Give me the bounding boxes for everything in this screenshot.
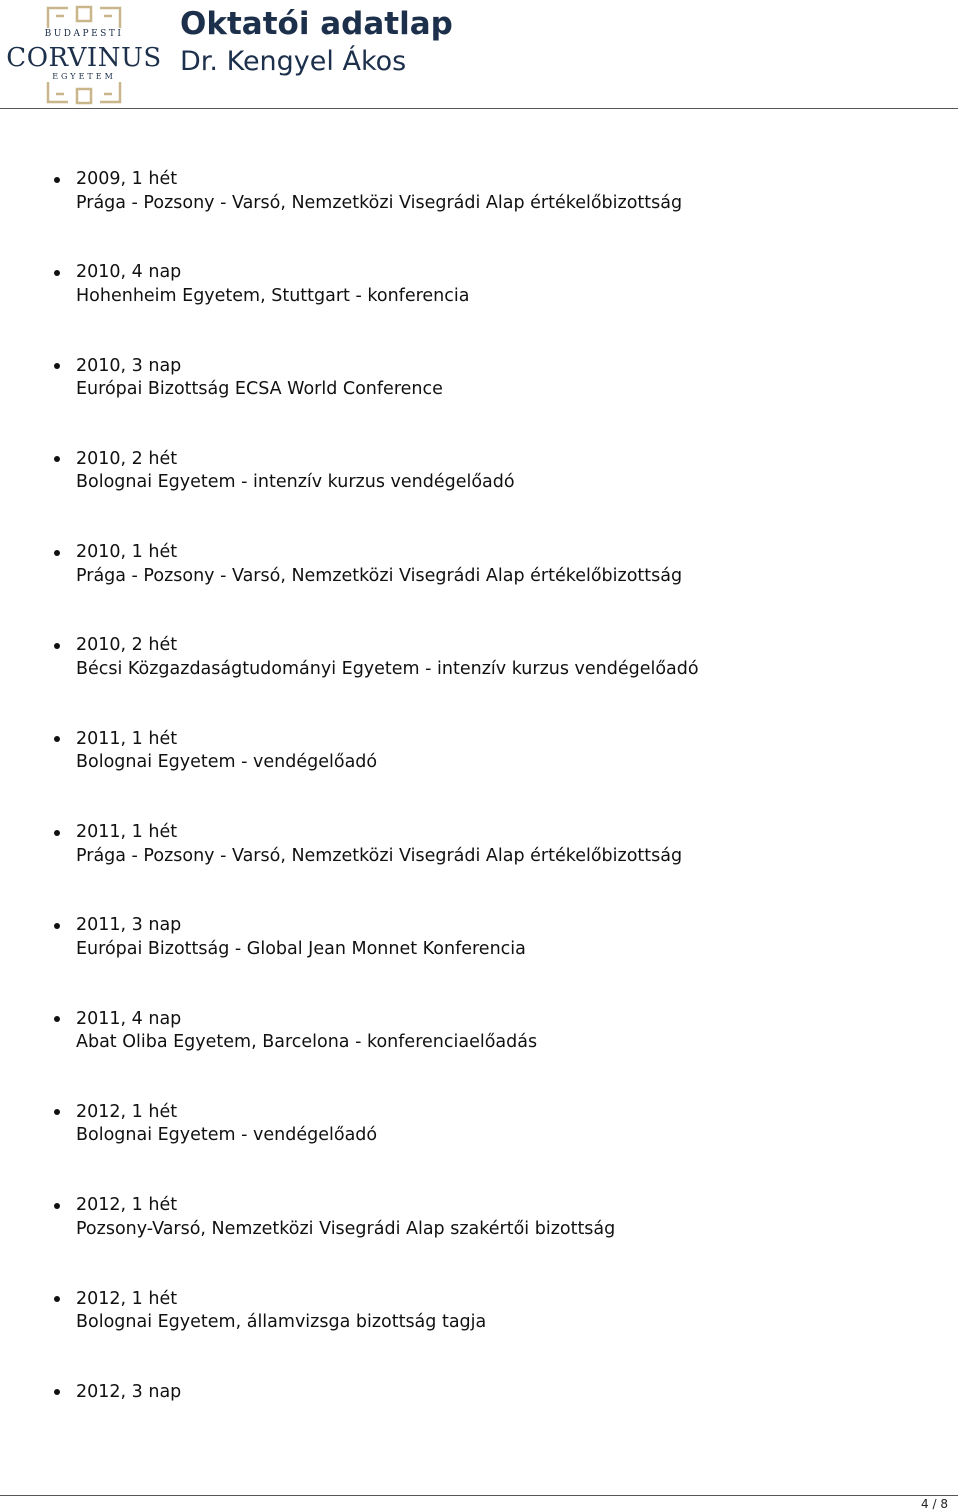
entry-date: 2009, 1 hét xyxy=(76,169,178,189)
entry-description: Prága - Pozsony - Varsó, Nemzetközi Visegrádi Alap értékelőbizottság xyxy=(76,845,683,866)
list-item xyxy=(0,914,960,1007)
entry-date: 2010, 2 hét xyxy=(76,635,178,656)
bullet-icon xyxy=(54,643,60,649)
entry-date: 2010, 1 hét xyxy=(76,542,178,563)
logo-top-text: BUDAPESTI xyxy=(44,29,124,39)
footer-divider xyxy=(0,1495,958,1496)
page-header xyxy=(0,0,960,110)
entry-date: 2011, 1 hét xyxy=(76,822,178,843)
entry-description: Prága - Pozsony - Varsó, Nemzetközi Visegrádi Alap értékelőbizottság xyxy=(76,565,683,586)
entry-description: Pozsony-Varsó, Nemzetközi Visegrádi Alap szakértői bizottság xyxy=(76,1218,616,1239)
activity-list xyxy=(0,168,960,1474)
bullet-icon xyxy=(54,736,60,742)
list-item xyxy=(0,1101,960,1194)
title-block xyxy=(180,4,453,80)
list-item xyxy=(0,261,960,354)
list-item xyxy=(0,1194,960,1287)
entry-description: Bolognai Egyetem - vendégelőadó xyxy=(76,752,378,773)
entry-date: 2012, 1 hét xyxy=(76,1195,178,1216)
entry-description: Bécsi Közgazdaságtudományi Egyetem - intenzív kurzus vendégelőadó xyxy=(76,658,699,679)
list-item xyxy=(0,448,960,541)
entry-description: Hohenheim Egyetem, Stuttgart - konferencia xyxy=(76,285,470,306)
entry-description: Európai Bizottság ECSA World Conference xyxy=(76,379,443,400)
entry-description: Európai Bizottság - Global Jean Monnet Konferencia xyxy=(76,938,526,959)
entry-date: 2010, 2 hét xyxy=(76,448,178,469)
list-item xyxy=(0,355,960,448)
entry-date: 2012, 1 hét xyxy=(76,1101,178,1122)
entry-date: 2011, 1 hét xyxy=(76,728,178,749)
bullet-icon xyxy=(54,1296,60,1302)
corvinus-logo xyxy=(4,4,164,106)
entry-date: 2012, 3 nap xyxy=(76,1381,182,1402)
bullet-icon xyxy=(54,1109,60,1115)
page-title: Oktatói adatlap xyxy=(180,6,453,42)
bullet-icon xyxy=(54,270,60,276)
entry-description: Prága - Pozsony - Varsó, Nemzetközi Visegrádi Alap értékelőbizottság xyxy=(76,192,683,213)
list-item xyxy=(0,541,960,634)
bullet-icon xyxy=(54,177,60,183)
bullet-icon xyxy=(54,1016,60,1022)
list-item xyxy=(0,168,960,261)
list-item xyxy=(0,1288,960,1381)
list-item xyxy=(0,728,960,821)
logo-bottom-text: EGYETEM xyxy=(52,72,116,81)
entry-description: Abat Oliba Egyetem, Barcelona - konferenciaelőadás xyxy=(76,1032,538,1053)
bullet-icon xyxy=(54,830,60,836)
entry-date: 2012, 1 hét xyxy=(76,1288,178,1309)
bullet-icon xyxy=(54,456,60,462)
list-item xyxy=(0,821,960,914)
entry-description: Bolognai Egyetem, államvizsga bizottság tagja xyxy=(76,1312,487,1333)
bullet-icon xyxy=(54,550,60,556)
bullet-icon xyxy=(54,923,60,929)
lecturer-name: Dr. Kengyel Ákos xyxy=(180,46,407,77)
entry-date: 2010, 3 nap xyxy=(76,355,182,376)
bullet-icon xyxy=(54,1389,60,1395)
entry-description: Bolognai Egyetem - intenzív kurzus vendégelőadó xyxy=(76,472,515,493)
page-number: 4 / 8 xyxy=(921,1497,948,1511)
list-item xyxy=(0,634,960,727)
list-item xyxy=(0,1381,960,1474)
entry-description: Bolognai Egyetem - vendégelőadó xyxy=(76,1125,378,1146)
logo-main-text: CORVINUS xyxy=(6,43,162,73)
bullet-icon xyxy=(54,1203,60,1209)
entry-date: 2011, 4 nap xyxy=(76,1008,182,1029)
bullet-icon xyxy=(54,363,60,369)
header-divider xyxy=(0,108,958,109)
entry-date: 2010, 4 nap xyxy=(76,262,182,283)
list-item xyxy=(0,1008,960,1101)
entry-date: 2011, 3 nap xyxy=(76,915,182,936)
